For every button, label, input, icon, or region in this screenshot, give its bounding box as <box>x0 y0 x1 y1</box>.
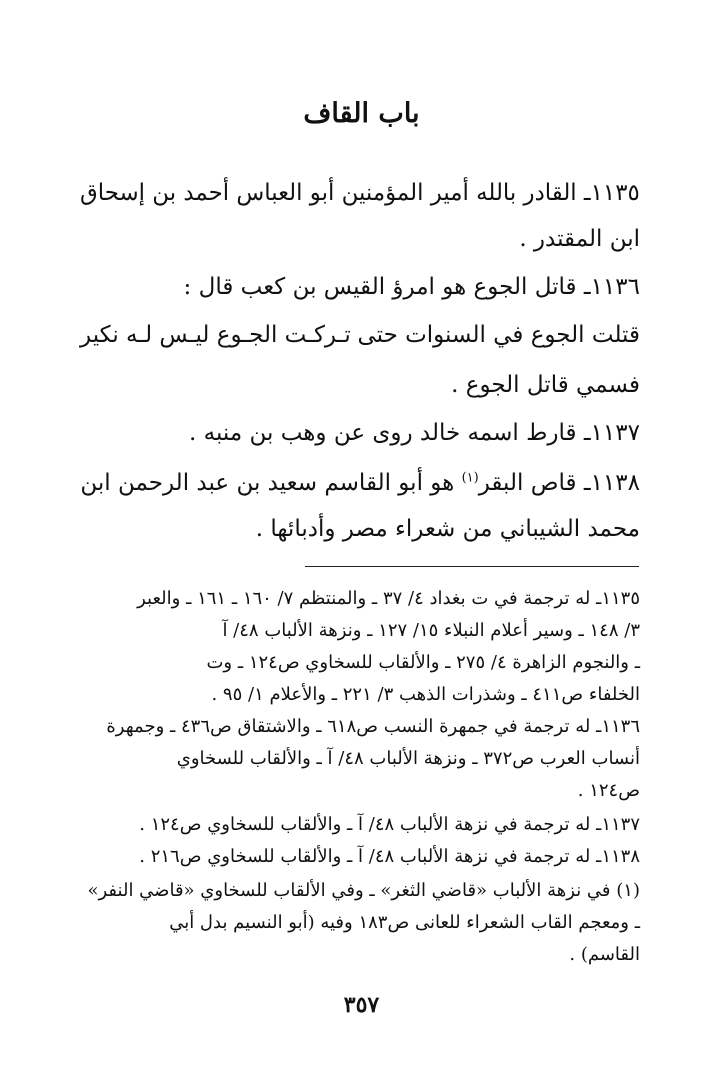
entry-1138-line2: محمد الشيباني من شعراء مصر وأدبائها . <box>255 516 640 542</box>
verse-left-hemistich: تـركـت الجـوع ليـس لـه نكير <box>80 322 351 348</box>
entry-1136-line1: ١١٣٦ـ قاتل الجوع هو امرؤ القيس بن كعب قال : <box>183 274 640 300</box>
footnote-line: ١١٣٥ـ له ترجمة في ت بغداد ٤/ ٣٧ ـ والمنتظم ٧/ ١٦٠ ـ ١٦١ ـ والعبر <box>137 588 640 609</box>
footnote-line: ص١٢٤ . <box>577 780 640 801</box>
entry-1137-line1: ١١٣٧ـ قارط اسمه خالد روى عن وهب بن منبه . <box>189 420 640 446</box>
verse-continuation: فسمي قاتل الجوع . <box>451 372 640 398</box>
page-number: ٣٥٧ <box>343 992 380 1018</box>
footnote-line: أنساب العرب ص٣٧٢ ـ ونزهة الألباب ٤٨/ آ ـ والألقاب للسخاوي <box>176 748 640 769</box>
footnote-line: ـ والنجوم الزاهرة ٤/ ٢٧٥ ـ والألقاب للسخاوي ص١٢٤ ـ وت <box>206 652 640 673</box>
entry-1138-line1 <box>80 470 640 496</box>
entry-1138-post: هو أبو القاسم سعيد بن عبد الرحمن ابن <box>80 470 462 496</box>
footnote-line: (١) في نزهة الألباب «قاضي الثغر» ـ وفي الألقاب للسخاوي «قاضي النفر» <box>87 880 640 901</box>
entry-1138-pre: ١١٣٨ـ قاص البقر <box>478 470 640 496</box>
footnote-separator <box>305 566 639 567</box>
verse-right-hemistich: قتلت الجوع في السنوات حتى <box>357 322 640 348</box>
footnote-line: ١١٣٦ـ له ترجمة في جمهرة النسب ص٦١٨ ـ والاشتقاق ص٤٣٦ ـ وجمهرة <box>106 716 640 737</box>
footnote-line: ١١٣٨ـ له ترجمة في نزهة الألباب ٤٨/ آ ـ والألقاب للسخاوي ص٢١٦ . <box>139 846 640 867</box>
footnote-line: القاسم) . <box>569 944 640 965</box>
entry-1135-line1: ١١٣٥ـ القادر بالله أمير المؤمنين أبو العباس أحمد بن إسحاق <box>80 180 640 206</box>
footnote-marker: (١) <box>461 470 479 486</box>
chapter-title: باب القاف <box>303 98 420 129</box>
entry-1135-line2: ابن المقتدر . <box>519 226 640 252</box>
footnote-line: ٣/ ١٤٨ ـ وسير أعلام النبلاء ١٥/ ١٢٧ ـ ونزهة الألباب ٤٨/ آ <box>222 620 640 641</box>
footnote-line: ـ ومعجم القاب الشعراء للعانى ص١٨٣ وفيه (أبو النسيم بدل أبي <box>169 912 640 933</box>
footnote-line: الخلفاء ص٤١١ ـ وشذرات الذهب ٣/ ٢٢١ ـ والأعلام ١/ ٩٥ . <box>211 684 640 705</box>
footnote-line: ١١٣٧ـ له ترجمة في نزهة الألباب ٤٨/ آ ـ والألقاب للسخاوي ص١٢٤ . <box>139 814 640 835</box>
